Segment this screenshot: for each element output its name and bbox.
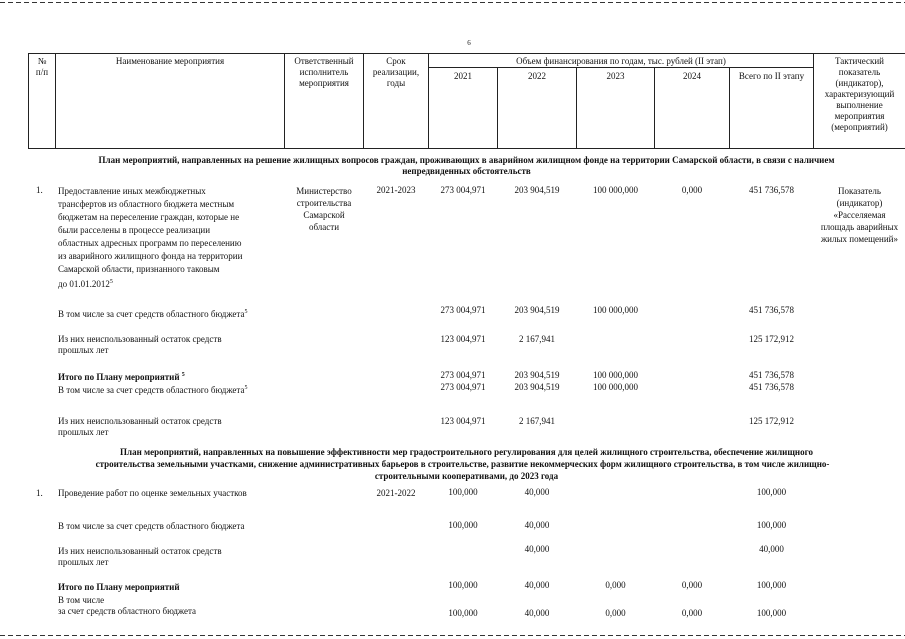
regional-budget-label (58, 307, 247, 320)
plan-total-incl-total: 100,000 (756, 608, 787, 618)
plan-total-regional-2022: 203 904,519 (514, 382, 560, 392)
regional-budget-text: В том числе за счет средств областного бюджета (58, 309, 245, 319)
header-funding: Объем финансирования по годам, тыс. рублей (II этап) (516, 56, 726, 66)
regional-value-total: 451 736,578 (749, 305, 794, 315)
plan-total-regional-2021: 273 004,971 (440, 382, 486, 392)
regional-value-2021: 273 004,971 (440, 305, 486, 315)
item-value-2021: 100,000 (448, 487, 478, 497)
plan-total-regional-label (58, 383, 247, 396)
item-value-total: 451 736,578 (749, 185, 794, 195)
regional-value-2022: 40,000 (524, 520, 550, 530)
plan-total-unused-total: 125 172,912 (749, 416, 794, 426)
item-term: 2021-2023 (376, 185, 416, 195)
plan-total-regional-text: В том числе за счет средств областного бюджета (58, 385, 245, 395)
unused-value-2022: 40,000 (524, 544, 550, 554)
plan-total-2023: 0,000 (605, 580, 626, 590)
unused-remainder-label: Из них неиспользованный остаток средств прошлых лет (58, 546, 222, 567)
plan-total-regional-2023: 100 000,000 (593, 382, 638, 392)
item-term: 2021-2022 (376, 488, 416, 498)
footnote-mark: 5 (109, 279, 113, 285)
footnote-mark: 5 (244, 309, 248, 315)
plan-total-incl-2024: 0,000 (681, 608, 703, 618)
item-value-2023: 100 000,000 (593, 185, 638, 195)
regional-value-2021: 100,000 (448, 520, 478, 530)
section-1-title-cont: непредвиденных обстоятельств (402, 166, 531, 176)
plan-total-2022: 40,000 (524, 580, 550, 590)
item-name-text: Предоставление иных межбюджетных трансфертов из областного бюджета местным бюджетам на переселение граждан, которые не были расселены в процессе реализации областных адресных программ по переселению из аварийного жилищного фонда на территории Самарской области, признанного таковым до 01.01.2012 (58, 186, 243, 289)
unused-value-total: 40,000 (759, 544, 784, 554)
plan-total-label (58, 370, 185, 383)
regional-value-2023: 100 000,000 (593, 305, 638, 315)
scan-edge-bottom (0, 635, 905, 636)
regional-value-2022: 203 904,519 (514, 305, 560, 315)
header-responsible: Ответственный исполнитель мероприятия (294, 56, 354, 88)
plan-total-label: Итого по Плану мероприятий (58, 582, 180, 592)
item-responsible: Министерство строительства Самарской области (296, 186, 352, 232)
plan-total-2022: 203 904,519 (514, 370, 560, 380)
page-number: 6 (467, 39, 471, 47)
footnote-mark: 5 (244, 385, 248, 391)
item-value-2022: 203 904,519 (514, 185, 560, 195)
plan-total-text: Итого по Плану мероприятий (58, 372, 180, 382)
plan-total-total: 100,000 (756, 580, 787, 590)
plan-total-regional-total: 451 736,578 (749, 382, 794, 392)
unused-value-total: 125 172,912 (749, 334, 794, 344)
plan-total-incl-2023: 0,000 (605, 608, 626, 618)
regional-budget-label: В том числе за счет средств областного бюджета (58, 521, 245, 531)
item-value-2021: 273 004,971 (440, 185, 486, 195)
item-value-2022: 40,000 (524, 487, 550, 497)
plan-total-unused-label: Из них неиспользованный остаток средств прошлых лет (58, 416, 222, 437)
section-2-title-end: строительными кооперативами, до 2023 года (374, 471, 559, 481)
item-indicator: Показатель (индикатор) «Расселяемая площадь аварийных жилых помещений» (820, 186, 899, 244)
header-num: № п/п (35, 56, 49, 77)
unused-value-2021: 123 004,971 (440, 334, 486, 344)
header-2022: 2022 (528, 71, 546, 81)
plan-total-unused-2021: 123 004,971 (440, 416, 486, 426)
plan-total-unused-2022: 2 167,941 (519, 416, 555, 426)
item-value-2024: 0,000 (681, 185, 703, 195)
plan-total-incl-2021: 100,000 (448, 608, 478, 618)
plan-total-total: 451 736,578 (749, 370, 794, 380)
item-number: 1. (36, 488, 43, 498)
section-1-title: План мероприятий, направленных на решение жилищных вопросов граждан, проживающих в аварийном жилищном фонде на территории Самарской области, в связи с наличием (98, 155, 835, 165)
plan-total-incl-2022: 40,000 (524, 608, 550, 618)
item-name (58, 185, 242, 291)
plan-total-2021: 273 004,971 (440, 370, 486, 380)
plan-total-2024: 0,000 (681, 580, 703, 590)
section-2-title: План мероприятий, направленных на повышение эффективности мер градостроительного регулирования для целей жилищного строительства, обеспечение жилищного (120, 447, 813, 457)
item-number: 1. (36, 185, 43, 195)
unused-value-2022: 2 167,941 (519, 334, 555, 344)
section-2-title-cont: строительства земельными участками, снижение административных барьеров в строительстве, развитие некоммерческих форм жилищного строительства, в том числе жилищно- (95, 459, 830, 469)
header-2021: 2021 (454, 71, 472, 81)
item-name: Проведение работ по оценке земельных участков (58, 488, 247, 498)
unused-remainder-label: Из них неиспользованный остаток средств прошлых лет (58, 334, 222, 355)
regional-value-total: 100,000 (756, 520, 787, 530)
header-indicator: Тактический показатель (индикатор), характеризующий выполнение мероприятия (мероприятий) (824, 56, 895, 132)
plan-total-2021: 100,000 (448, 580, 478, 590)
header-name: Наименование мероприятия (115, 56, 225, 66)
header-term: Срок реализации, годы (372, 56, 420, 88)
header-2023: 2023 (606, 71, 625, 81)
plan-total-2023: 100 000,000 (593, 370, 638, 380)
footnote-mark: 5 (181, 372, 185, 378)
plan-total-incl-label: В том числе за счет средств областного бюджета (58, 595, 197, 616)
item-value-total: 100,000 (756, 487, 787, 497)
header-2024: 2024 (683, 71, 701, 81)
scan-edge-top (0, 2, 905, 3)
header-total: Всего по II этапу (738, 71, 805, 81)
